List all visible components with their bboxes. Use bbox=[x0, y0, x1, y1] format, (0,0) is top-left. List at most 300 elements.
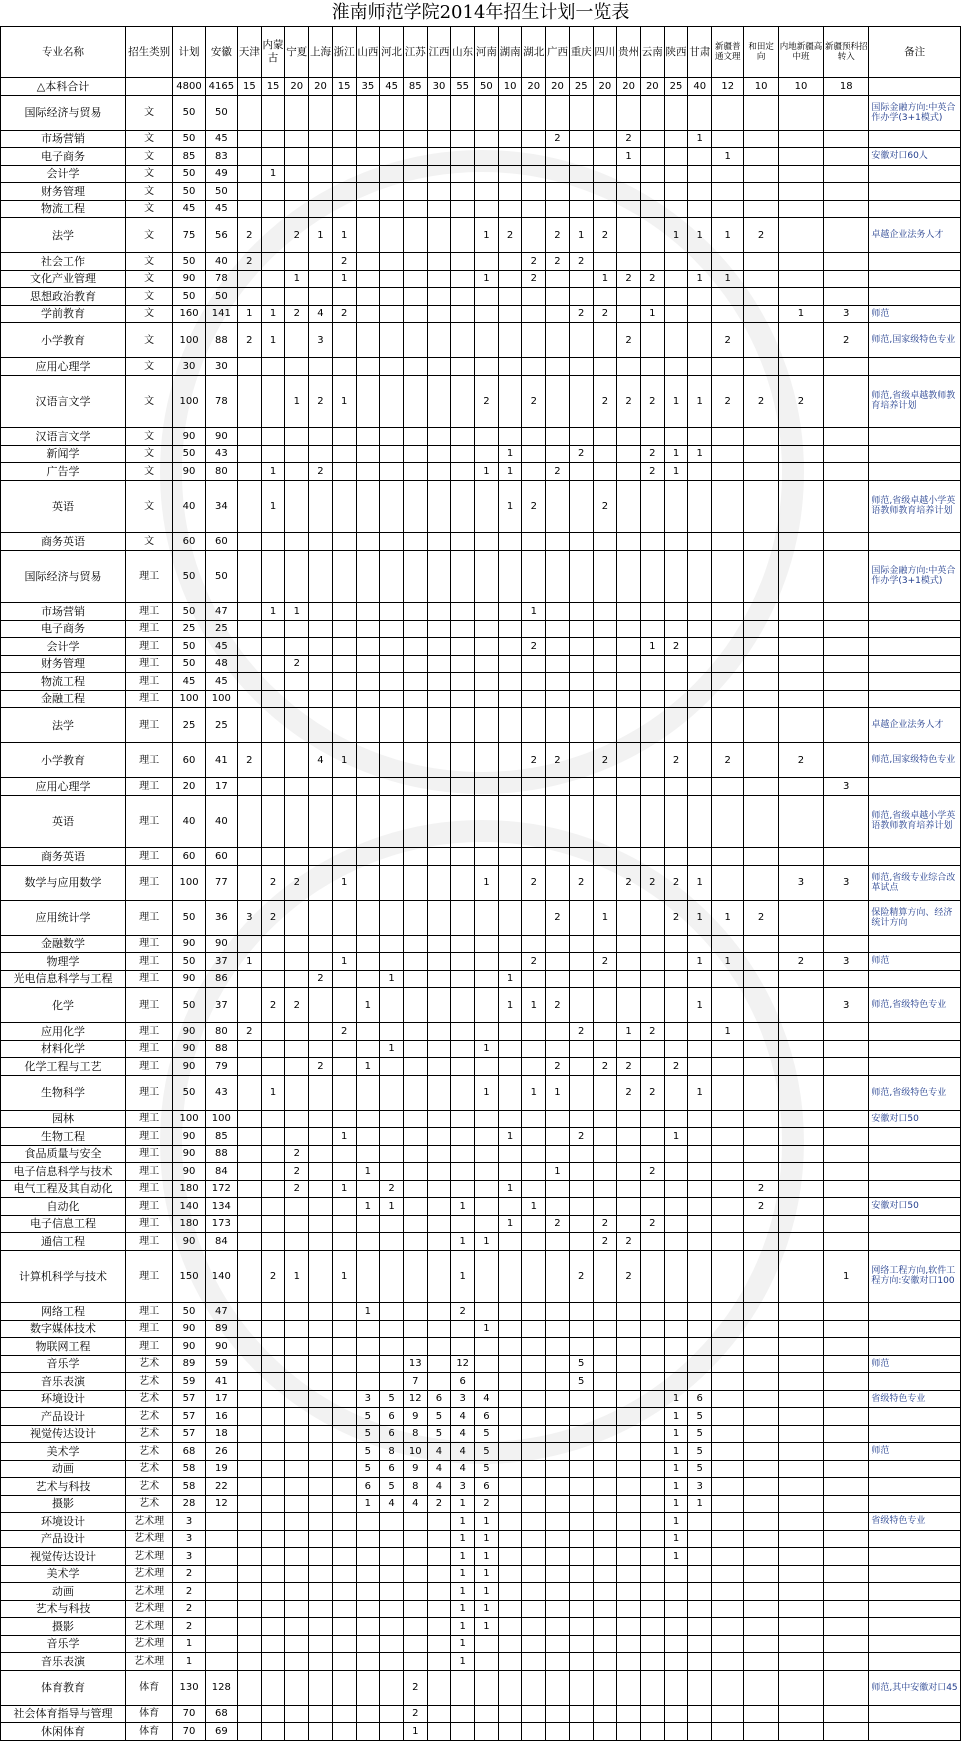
quota-cell bbox=[546, 1198, 570, 1216]
quota-cell bbox=[778, 1495, 823, 1513]
quota-cell bbox=[778, 1023, 823, 1041]
note-cell bbox=[869, 620, 961, 638]
quota-cell bbox=[261, 1478, 285, 1496]
quota-cell bbox=[332, 1495, 356, 1513]
note-cell: 师范 bbox=[869, 953, 961, 971]
quota-cell bbox=[569, 1040, 593, 1058]
table-row bbox=[1, 1128, 961, 1146]
quota-cell bbox=[285, 1390, 309, 1408]
quota-cell bbox=[522, 620, 546, 638]
major-name: 物流工程 bbox=[1, 200, 126, 218]
quota-cell bbox=[380, 1618, 404, 1636]
quota-cell bbox=[593, 673, 617, 691]
quota-cell bbox=[522, 200, 546, 218]
quota-cell bbox=[778, 1198, 823, 1216]
quota-cell bbox=[356, 428, 380, 446]
quota-cell bbox=[712, 358, 744, 376]
category-cell: 艺术理 bbox=[125, 1618, 172, 1636]
quota-cell bbox=[403, 708, 427, 743]
quota-cell bbox=[569, 1705, 593, 1723]
quota-cell bbox=[664, 848, 688, 866]
quota-cell bbox=[712, 1530, 744, 1548]
quota-cell: 17 bbox=[205, 778, 237, 796]
quota-cell bbox=[451, 550, 475, 603]
quota-cell bbox=[688, 1180, 712, 1198]
quota-cell bbox=[498, 375, 522, 428]
quota-cell bbox=[427, 1233, 451, 1251]
quota-cell: 2 bbox=[778, 743, 823, 778]
quota-cell bbox=[712, 638, 744, 656]
quota-cell bbox=[332, 288, 356, 306]
quota-cell bbox=[356, 1110, 380, 1128]
quota-cell: 2 bbox=[617, 1233, 641, 1251]
quota-cell bbox=[824, 1233, 869, 1251]
quota-cell bbox=[380, 270, 404, 288]
quota-cell bbox=[593, 848, 617, 866]
quota-cell bbox=[593, 1180, 617, 1198]
quota-cell bbox=[427, 743, 451, 778]
quota-cell: 5 bbox=[380, 1390, 404, 1408]
quota-cell bbox=[593, 323, 617, 358]
quota-cell bbox=[475, 778, 499, 796]
quota-cell bbox=[617, 1128, 641, 1146]
quota-cell: 86 bbox=[205, 970, 237, 988]
quota-cell bbox=[309, 165, 333, 183]
major-name: 材料化学 bbox=[1, 1040, 126, 1058]
quota-cell: 4 bbox=[309, 305, 333, 323]
plan-count: 3 bbox=[173, 1513, 205, 1531]
quota-cell: 1 bbox=[498, 988, 522, 1023]
quota-cell bbox=[238, 638, 262, 656]
quota-cell bbox=[309, 1723, 333, 1741]
quota-cell: 2 bbox=[617, 1075, 641, 1110]
quota-cell bbox=[744, 865, 778, 900]
quota-cell bbox=[285, 953, 309, 971]
quota-cell bbox=[427, 1198, 451, 1216]
quota-cell bbox=[309, 1110, 333, 1128]
quota-cell bbox=[546, 1390, 570, 1408]
quota-cell bbox=[309, 1583, 333, 1601]
quota-cell bbox=[356, 795, 380, 848]
quota-cell bbox=[261, 1128, 285, 1146]
quota-cell bbox=[688, 428, 712, 446]
quota-cell: 2 bbox=[593, 1058, 617, 1076]
quota-cell bbox=[451, 1215, 475, 1233]
category-cell: 艺术 bbox=[125, 1373, 172, 1391]
quota-cell bbox=[617, 1583, 641, 1601]
quota-cell bbox=[403, 1548, 427, 1566]
quota-cell bbox=[356, 1128, 380, 1146]
quota-cell: 1 bbox=[403, 1723, 427, 1741]
quota-cell bbox=[261, 445, 285, 463]
major-name: 电气工程及其自动化 bbox=[1, 1180, 126, 1198]
category-cell: 理工 bbox=[125, 743, 172, 778]
quota-cell: 1 bbox=[617, 148, 641, 166]
table-row bbox=[1, 375, 961, 428]
quota-cell bbox=[664, 1565, 688, 1583]
quota-cell bbox=[356, 1670, 380, 1705]
quota-cell: 1 bbox=[712, 953, 744, 971]
quota-cell bbox=[712, 1723, 744, 1741]
table-row bbox=[1, 1723, 961, 1741]
quota-cell bbox=[824, 288, 869, 306]
quota-cell bbox=[451, 428, 475, 446]
quota-cell bbox=[744, 1443, 778, 1461]
quota-cell bbox=[778, 253, 823, 271]
quota-cell bbox=[380, 1110, 404, 1128]
major-name: 汉语言文学 bbox=[1, 428, 126, 446]
quota-cell bbox=[712, 1058, 744, 1076]
quota-cell bbox=[285, 1355, 309, 1373]
quota-cell bbox=[309, 1565, 333, 1583]
quota-cell bbox=[309, 673, 333, 691]
quota-cell bbox=[285, 935, 309, 953]
quota-cell bbox=[475, 708, 499, 743]
quota-cell bbox=[332, 1513, 356, 1531]
quota-cell bbox=[569, 1600, 593, 1618]
major-name: 财务管理 bbox=[1, 183, 126, 201]
quota-cell: 141 bbox=[205, 305, 237, 323]
category-cell: 理工 bbox=[125, 1163, 172, 1181]
quota-cell: 1 bbox=[475, 1583, 499, 1601]
quota-cell bbox=[593, 148, 617, 166]
quota-cell bbox=[261, 795, 285, 848]
quota-cell bbox=[824, 1425, 869, 1443]
plan-count: 57 bbox=[173, 1425, 205, 1443]
quota-cell bbox=[824, 1565, 869, 1583]
quota-cell bbox=[778, 988, 823, 1023]
quota-cell bbox=[546, 1513, 570, 1531]
quota-cell bbox=[778, 1180, 823, 1198]
note-cell: 安徽对口50 bbox=[869, 1198, 961, 1216]
quota-cell bbox=[403, 655, 427, 673]
note-cell: 师范,省级卓越教师教育培养计划 bbox=[869, 375, 961, 428]
major-name: 视觉传达设计 bbox=[1, 1548, 126, 1566]
quota-cell bbox=[285, 1023, 309, 1041]
table-row bbox=[1, 970, 961, 988]
quota-cell: 1 bbox=[356, 1495, 380, 1513]
quota-cell bbox=[712, 95, 744, 130]
quota-cell bbox=[593, 1495, 617, 1513]
category-cell: 艺术 bbox=[125, 1390, 172, 1408]
quota-cell bbox=[380, 165, 404, 183]
quota-cell: 1 bbox=[824, 1250, 869, 1303]
header-province: 河北 bbox=[380, 27, 404, 78]
quota-cell: 2 bbox=[403, 1705, 427, 1723]
quota-cell bbox=[617, 1530, 641, 1548]
plan-count: 150 bbox=[173, 1250, 205, 1303]
quota-cell bbox=[569, 1565, 593, 1583]
quota-cell bbox=[664, 1670, 688, 1705]
quota-cell bbox=[285, 620, 309, 638]
quota-cell: 1 bbox=[498, 480, 522, 533]
header-province: 云南 bbox=[640, 27, 664, 78]
quota-cell bbox=[744, 603, 778, 621]
quota-cell bbox=[380, 1373, 404, 1391]
quota-cell bbox=[403, 865, 427, 900]
major-name: 化学 bbox=[1, 988, 126, 1023]
quota-cell: 68 bbox=[205, 1705, 237, 1723]
quota-cell bbox=[824, 358, 869, 376]
quota-cell bbox=[569, 988, 593, 1023]
quota-cell bbox=[664, 1600, 688, 1618]
quota-cell bbox=[380, 1338, 404, 1356]
quota-cell bbox=[664, 1023, 688, 1041]
quota-cell bbox=[356, 323, 380, 358]
category-cell: 理工 bbox=[125, 550, 172, 603]
quota-cell bbox=[309, 1338, 333, 1356]
quota-cell bbox=[593, 253, 617, 271]
category-cell: 艺术理 bbox=[125, 1565, 172, 1583]
quota-cell bbox=[451, 1145, 475, 1163]
quota-cell: 88 bbox=[205, 1145, 237, 1163]
quota-cell bbox=[356, 1373, 380, 1391]
major-name: 市场营销 bbox=[1, 130, 126, 148]
quota-cell bbox=[778, 148, 823, 166]
quota-cell bbox=[744, 1600, 778, 1618]
quota-cell: 50 bbox=[205, 288, 237, 306]
major-name: 园林 bbox=[1, 1110, 126, 1128]
quota-cell bbox=[309, 1180, 333, 1198]
quota-cell: 25 bbox=[205, 708, 237, 743]
quota-cell bbox=[332, 1320, 356, 1338]
quota-cell bbox=[546, 323, 570, 358]
quota-cell bbox=[664, 95, 688, 130]
quota-cell bbox=[744, 1163, 778, 1181]
quota-cell bbox=[498, 900, 522, 935]
quota-cell bbox=[664, 200, 688, 218]
quota-cell bbox=[824, 708, 869, 743]
quota-cell bbox=[522, 1513, 546, 1531]
note-cell: 保险精算方向、经济统计方向 bbox=[869, 900, 961, 935]
plan-count: 2 bbox=[173, 1583, 205, 1601]
quota-cell bbox=[688, 603, 712, 621]
quota-cell bbox=[522, 690, 546, 708]
quota-cell bbox=[285, 1075, 309, 1110]
plan-count: 60 bbox=[173, 533, 205, 551]
category-cell: 理工 bbox=[125, 1320, 172, 1338]
quota-cell bbox=[261, 1618, 285, 1636]
plan-count: 4800 bbox=[173, 78, 205, 96]
quota-cell bbox=[498, 1600, 522, 1618]
quota-cell bbox=[309, 1303, 333, 1321]
quota-cell bbox=[451, 743, 475, 778]
quota-cell bbox=[356, 708, 380, 743]
quota-cell bbox=[664, 935, 688, 953]
quota-cell bbox=[593, 620, 617, 638]
category-cell: 文 bbox=[125, 218, 172, 253]
quota-cell bbox=[712, 200, 744, 218]
quota-cell bbox=[427, 1705, 451, 1723]
quota-cell bbox=[617, 795, 641, 848]
quota-cell bbox=[498, 1618, 522, 1636]
quota-cell bbox=[640, 1670, 664, 1705]
quota-cell bbox=[356, 673, 380, 691]
quota-cell bbox=[380, 900, 404, 935]
quota-cell bbox=[712, 305, 744, 323]
quota-cell bbox=[309, 1408, 333, 1426]
header-province: 四川 bbox=[593, 27, 617, 78]
quota-cell bbox=[569, 1618, 593, 1636]
quota-cell bbox=[640, 1565, 664, 1583]
category-cell: 体育 bbox=[125, 1670, 172, 1705]
quota-cell bbox=[475, 1338, 499, 1356]
quota-cell bbox=[778, 1653, 823, 1671]
major-name: 休闲体育 bbox=[1, 1723, 126, 1741]
quota-cell bbox=[522, 1548, 546, 1566]
quota-cell: 1 bbox=[664, 1390, 688, 1408]
quota-cell bbox=[640, 1355, 664, 1373]
major-name: 会计学 bbox=[1, 638, 126, 656]
quota-cell bbox=[380, 1215, 404, 1233]
quota-cell bbox=[451, 638, 475, 656]
quota-cell bbox=[824, 1145, 869, 1163]
plan-count: 3 bbox=[173, 1530, 205, 1548]
quota-cell: 22 bbox=[205, 1478, 237, 1496]
quota-cell bbox=[546, 690, 570, 708]
quota-cell bbox=[205, 1548, 237, 1566]
quota-cell bbox=[238, 1390, 262, 1408]
quota-cell bbox=[546, 95, 570, 130]
quota-cell bbox=[688, 1145, 712, 1163]
quota-cell bbox=[427, 690, 451, 708]
quota-cell bbox=[688, 708, 712, 743]
quota-cell: 2 bbox=[712, 323, 744, 358]
quota-cell bbox=[261, 1583, 285, 1601]
quota-cell bbox=[238, 428, 262, 446]
quota-cell bbox=[824, 743, 869, 778]
quota-cell bbox=[451, 988, 475, 1023]
quota-cell bbox=[617, 1198, 641, 1216]
table-row bbox=[1, 1373, 961, 1391]
major-name: 摄影 bbox=[1, 1618, 126, 1636]
quota-cell bbox=[427, 620, 451, 638]
quota-cell bbox=[427, 1635, 451, 1653]
quota-cell: 2 bbox=[403, 1670, 427, 1705]
quota-cell bbox=[744, 1565, 778, 1583]
quota-cell bbox=[522, 848, 546, 866]
quota-cell: 10 bbox=[778, 78, 823, 96]
quota-cell bbox=[356, 603, 380, 621]
quota-cell bbox=[569, 1198, 593, 1216]
quota-cell bbox=[427, 165, 451, 183]
table-row bbox=[1, 1565, 961, 1583]
major-name: 通信工程 bbox=[1, 1233, 126, 1251]
category-cell: 文 bbox=[125, 183, 172, 201]
quota-cell bbox=[546, 1425, 570, 1443]
header-province: 陕西 bbox=[664, 27, 688, 78]
quota-cell bbox=[778, 1163, 823, 1181]
quota-cell bbox=[380, 1513, 404, 1531]
quota-cell bbox=[451, 253, 475, 271]
header-province: 重庆 bbox=[569, 27, 593, 78]
plan-count: 90 bbox=[173, 1320, 205, 1338]
quota-cell: 2 bbox=[664, 1058, 688, 1076]
note-cell bbox=[869, 1180, 961, 1198]
quota-cell bbox=[712, 1390, 744, 1408]
quota-cell: 2 bbox=[309, 970, 333, 988]
table-row bbox=[1, 1460, 961, 1478]
quota-cell: 89 bbox=[205, 1320, 237, 1338]
quota-cell bbox=[427, 1145, 451, 1163]
quota-cell bbox=[688, 655, 712, 673]
header-province: 江西 bbox=[427, 27, 451, 78]
quota-cell bbox=[546, 165, 570, 183]
quota-cell bbox=[285, 1495, 309, 1513]
quota-cell bbox=[427, 673, 451, 691]
quota-cell bbox=[427, 428, 451, 446]
quota-cell bbox=[498, 165, 522, 183]
quota-cell: 1 bbox=[332, 270, 356, 288]
quota-cell bbox=[356, 848, 380, 866]
quota-cell bbox=[664, 953, 688, 971]
major-name: △本科合计 bbox=[1, 78, 126, 96]
quota-cell bbox=[569, 1338, 593, 1356]
quota-cell bbox=[569, 848, 593, 866]
quota-cell: 1 bbox=[238, 953, 262, 971]
plan-count: 60 bbox=[173, 848, 205, 866]
quota-cell bbox=[356, 1145, 380, 1163]
quota-cell bbox=[427, 375, 451, 428]
quota-cell bbox=[261, 358, 285, 376]
quota-cell bbox=[427, 533, 451, 551]
quota-cell bbox=[617, 95, 641, 130]
quota-cell bbox=[522, 95, 546, 130]
quota-cell bbox=[451, 200, 475, 218]
quota-cell bbox=[617, 953, 641, 971]
quota-cell bbox=[617, 1495, 641, 1513]
quota-cell bbox=[688, 1215, 712, 1233]
quota-cell bbox=[744, 305, 778, 323]
quota-cell bbox=[712, 1198, 744, 1216]
quota-cell bbox=[261, 1565, 285, 1583]
note-cell bbox=[869, 603, 961, 621]
quota-cell: 1 bbox=[475, 463, 499, 481]
major-name: 摄影 bbox=[1, 1495, 126, 1513]
quota-cell bbox=[427, 1128, 451, 1146]
quota-cell bbox=[380, 778, 404, 796]
quota-cell bbox=[640, 1058, 664, 1076]
quota-cell bbox=[403, 165, 427, 183]
quota-cell bbox=[427, 1163, 451, 1181]
quota-cell bbox=[640, 690, 664, 708]
quota-cell: 50 bbox=[205, 95, 237, 130]
quota-cell bbox=[238, 1163, 262, 1181]
quota-cell bbox=[451, 970, 475, 988]
quota-cell bbox=[593, 1478, 617, 1496]
plan-count: 50 bbox=[173, 288, 205, 306]
plan-count: 25 bbox=[173, 708, 205, 743]
quota-cell bbox=[309, 865, 333, 900]
quota-cell bbox=[403, 375, 427, 428]
quota-cell: 1 bbox=[309, 218, 333, 253]
quota-cell bbox=[498, 1653, 522, 1671]
quota-cell bbox=[546, 288, 570, 306]
plan-count: 50 bbox=[173, 953, 205, 971]
quota-cell bbox=[356, 445, 380, 463]
quota-cell bbox=[238, 620, 262, 638]
quota-cell: 5 bbox=[569, 1373, 593, 1391]
quota-cell bbox=[640, 1723, 664, 1741]
quota-cell bbox=[778, 900, 823, 935]
quota-cell bbox=[744, 1460, 778, 1478]
quota-cell bbox=[778, 1408, 823, 1426]
quota-cell bbox=[332, 428, 356, 446]
quota-cell bbox=[824, 95, 869, 130]
quota-cell bbox=[380, 95, 404, 130]
quota-cell bbox=[380, 1145, 404, 1163]
quota-cell bbox=[569, 358, 593, 376]
